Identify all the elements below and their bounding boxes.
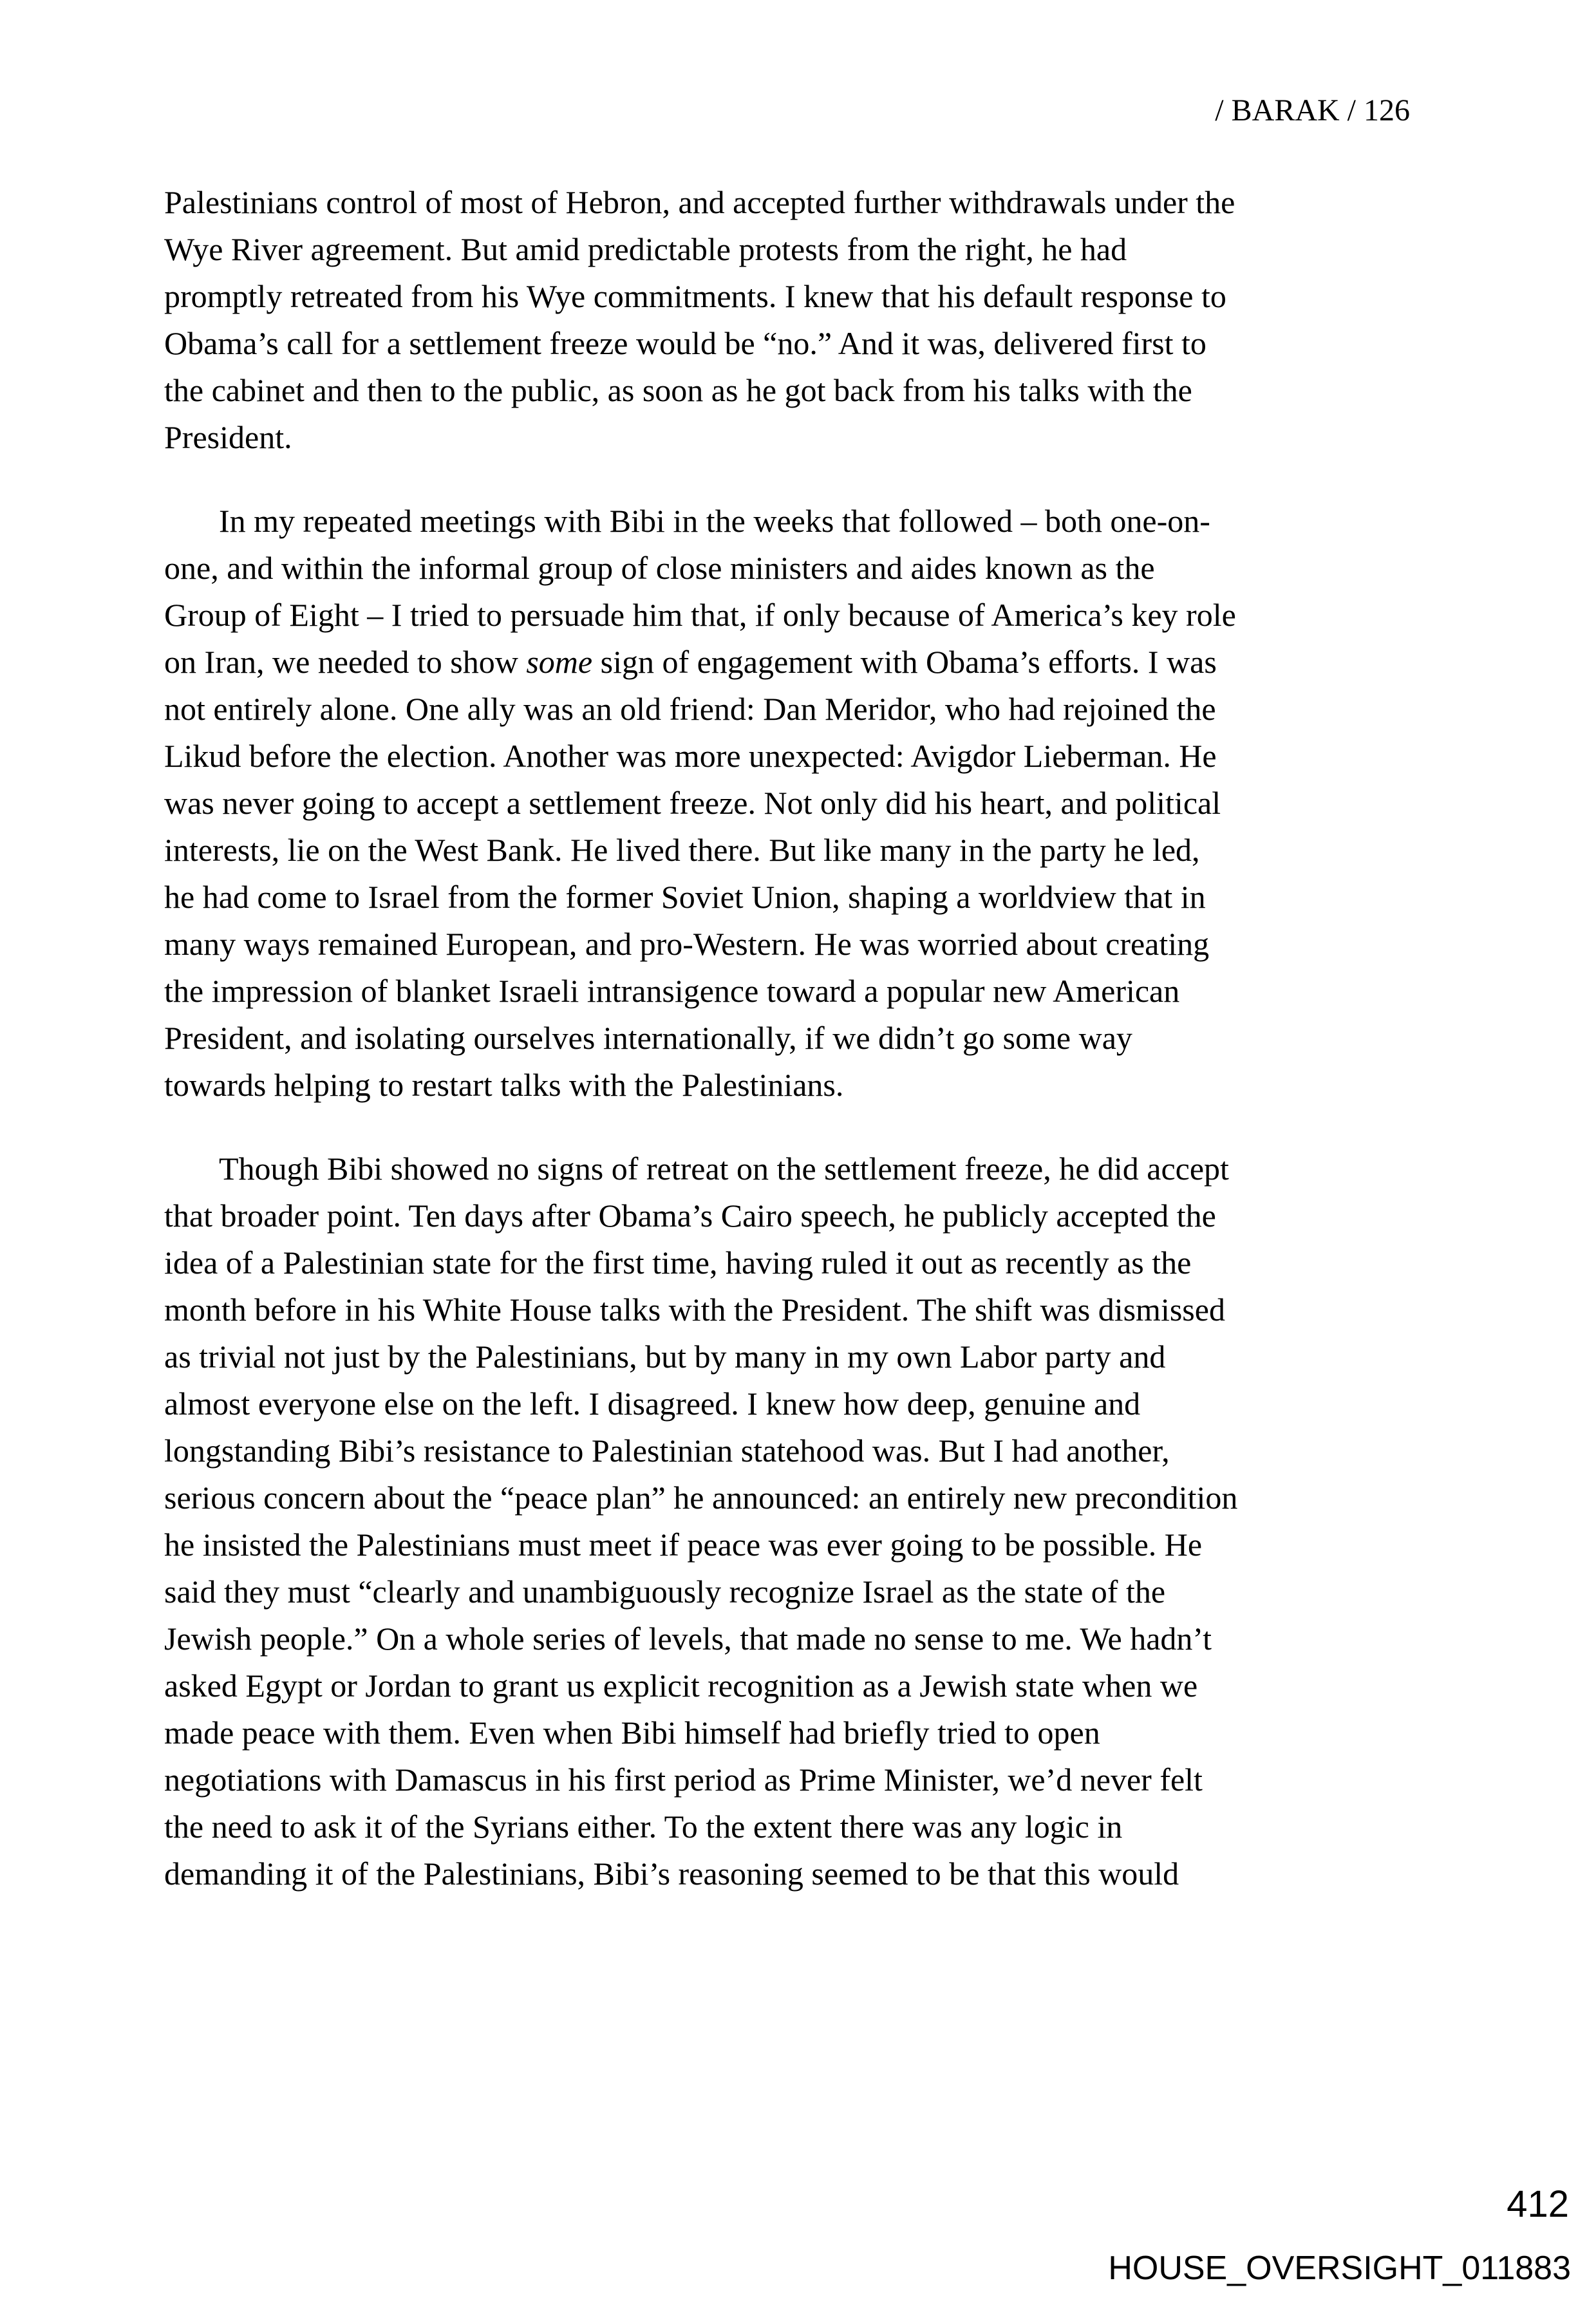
text-line: not entirely alone. One ally was an old friend: Dan Meridor, who had rejoined the — [164, 691, 1216, 727]
text-line: serious concern about the “peace plan” he announced: an entirely new precondition — [164, 1480, 1238, 1516]
paragraph-1 — [164, 179, 1471, 461]
paragraph-2 — [164, 498, 1471, 1109]
page-number: 412 — [1507, 2183, 1569, 2225]
text-line: month before in his White House talks with the President. The shift was dismissed — [164, 1292, 1225, 1328]
text-line: President, and isolating ourselves internationally, if we didn’t go some way — [164, 1020, 1132, 1056]
text-line: many ways remained European, and pro-Western. He was worried about creating — [164, 926, 1210, 962]
text-segment: on Iran, we needed to show — [164, 644, 527, 680]
text-line: negotiations with Damascus in his first period as Prime Minister, we’d never felt — [164, 1762, 1203, 1798]
text-line-with-italic — [164, 639, 1471, 686]
text-line: longstanding Bibi’s resistance to Palestinian statehood was. But I had another, — [164, 1433, 1170, 1469]
text-line: the need to ask it of the Syrians either. To the extent there was any logic in — [164, 1809, 1123, 1845]
bates-stamp: HOUSE_OVERSIGHT_011883 — [1108, 2250, 1571, 2287]
text-line: said they must “clearly and unambiguously recognize Israel as the state of the — [164, 1574, 1166, 1610]
text-line: In my repeated meetings with Bibi in the weeks that followed – both one-on- — [219, 503, 1210, 539]
text-line: Palestinians control of most of Hebron, and accepted further withdrawals under the — [164, 184, 1235, 220]
text-line: towards helping to restart talks with the Palestinians. — [164, 1067, 844, 1103]
text-line: Jewish people.” On a whole series of levels, that made no sense to me. We hadn’t — [164, 1621, 1212, 1657]
text-line: Obama’s call for a settlement freeze would be “no.” And it was, delivered first to — [164, 325, 1206, 361]
text-line: one, and within the informal group of close ministers and aides known as the — [164, 550, 1155, 586]
text-line: interests, lie on the West Bank. He lived there. But like many in the party he led, — [164, 832, 1200, 868]
text-line: was never going to accept a settlement freeze. Not only did his heart, and political — [164, 785, 1221, 821]
text-line: President. — [164, 419, 292, 455]
text-line: made peace with them. Even when Bibi himself had briefly tried to open — [164, 1715, 1100, 1751]
italic-word: some — [526, 644, 593, 680]
paragraph-3 — [164, 1145, 1471, 1897]
text-line: the cabinet and then to the public, as soon as he got back from his talks with the — [164, 372, 1192, 408]
body-text — [164, 179, 1471, 1897]
text-line: as trivial not just by the Palestinians, but by many in my own Labor party and — [164, 1339, 1166, 1375]
text-line: that broader point. Ten days after Obama’s Cairo speech, he publicly accepted the — [164, 1198, 1216, 1234]
text-line: he had come to Israel from the former Soviet Union, shaping a worldview that in — [164, 879, 1206, 915]
text-line: demanding it of the Palestinians, Bibi’s reasoning seemed to be that this would — [164, 1856, 1179, 1892]
text-line: the impression of blanket Israeli intransigence toward a popular new American — [164, 973, 1180, 1009]
text-line: Though Bibi showed no signs of retreat on the settlement freeze, he did accept — [219, 1151, 1229, 1187]
text-line: almost everyone else on the left. I disagreed. I knew how deep, genuine and — [164, 1386, 1141, 1422]
text-line: idea of a Palestinian state for the first time, having ruled it out as recently as the — [164, 1245, 1192, 1281]
text-line: Wye River agreement. But amid predictable protests from the right, he had — [164, 231, 1127, 267]
text-line: Group of Eight – I tried to persuade him that, if only because of America’s key role — [164, 597, 1236, 633]
text-line: asked Egypt or Jordan to grant us explicit recognition as a Jewish state when we — [164, 1668, 1198, 1704]
text-line: promptly retreated from his Wye commitments. I knew that his default response to — [164, 278, 1226, 314]
text-line: he insisted the Palestinians must meet if peace was ever going to be possible. He — [164, 1527, 1203, 1563]
text-segment: sign of engagement with Obama’s efforts. I was — [592, 644, 1217, 680]
text-line: Likud before the election. Another was more unexpected: Avigdor Lieberman. He — [164, 738, 1217, 774]
running-header: / BARAK / 126 — [1215, 93, 1410, 127]
